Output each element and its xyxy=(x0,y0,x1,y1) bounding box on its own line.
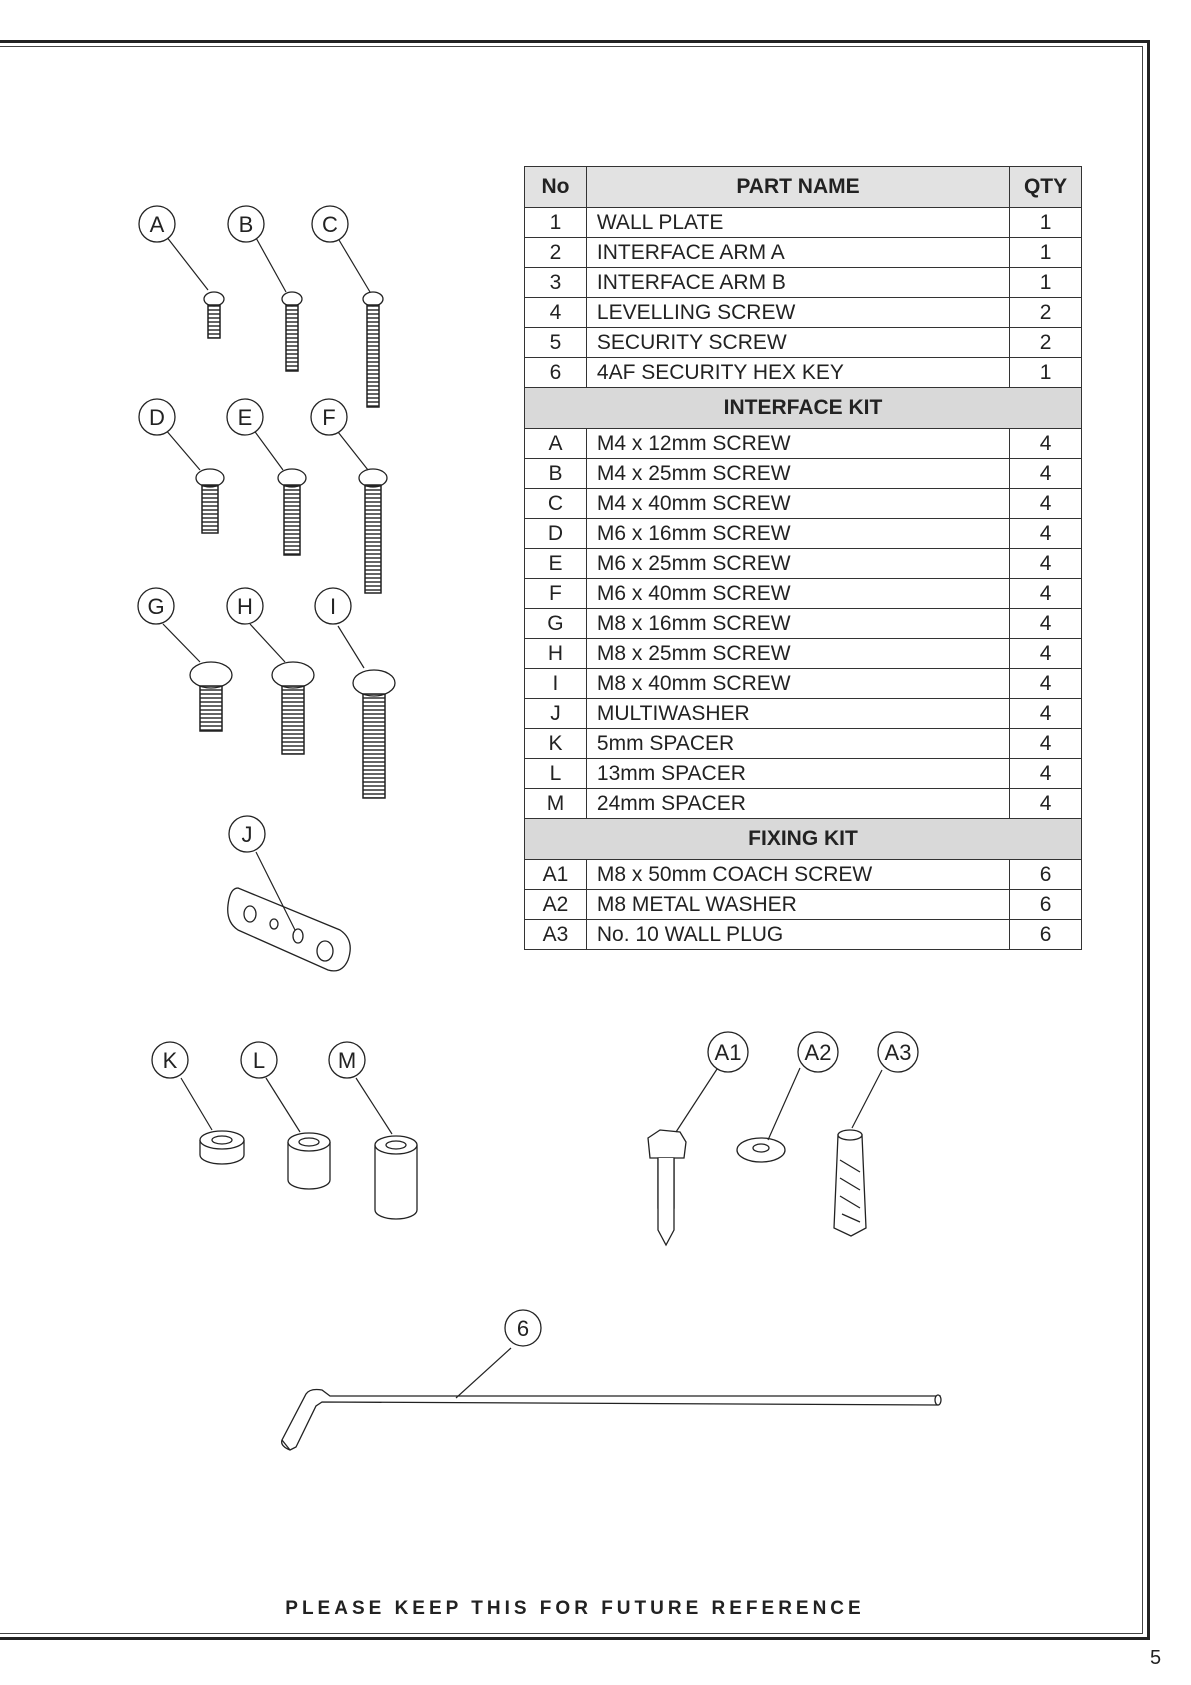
row-name: M6 x 40mm SCREW xyxy=(586,579,1009,609)
callout-e: E xyxy=(237,405,253,430)
row-name: M8 x 16mm SCREW xyxy=(586,609,1009,639)
callout-c: C xyxy=(322,212,338,237)
row-no: B xyxy=(525,459,587,489)
callout-g: G xyxy=(147,594,165,619)
screw-h-icon xyxy=(272,662,314,754)
row-qty: 1 xyxy=(1010,268,1082,298)
callout-h: H xyxy=(237,594,253,619)
header-no: No xyxy=(525,167,587,208)
table-row xyxy=(525,208,1082,238)
wall-plug-icon xyxy=(834,1130,866,1236)
row-no: L xyxy=(525,759,587,789)
table-row xyxy=(525,860,1082,890)
row-no: J xyxy=(525,699,587,729)
row-no: M xyxy=(525,789,587,819)
table-row xyxy=(525,358,1082,388)
table-row xyxy=(525,639,1082,669)
table-row xyxy=(525,759,1082,789)
header-qty: QTY xyxy=(1010,167,1082,208)
callout-a: A xyxy=(149,212,165,237)
row-qty: 4 xyxy=(1010,549,1082,579)
row-qty: 1 xyxy=(1010,208,1082,238)
callout-m: M xyxy=(337,1048,357,1073)
row-qty: 2 xyxy=(1010,298,1082,328)
table-row xyxy=(525,789,1082,819)
row-no: K xyxy=(525,729,587,759)
row-name: M8 METAL WASHER xyxy=(586,890,1009,920)
row-qty: 2 xyxy=(1010,328,1082,358)
callout-a3: A3 xyxy=(884,1040,912,1065)
row-no: H xyxy=(525,639,587,669)
screw-a-icon xyxy=(204,292,224,338)
callout-l: L xyxy=(252,1048,266,1073)
row-no: 1 xyxy=(525,208,587,238)
callout-a2: A2 xyxy=(804,1040,832,1065)
row-no: A2 xyxy=(525,890,587,920)
table-row xyxy=(525,699,1082,729)
footer-note: PLEASE KEEP THIS FOR FUTURE REFERENCE xyxy=(285,1598,865,1619)
row-no: C xyxy=(525,489,587,519)
row-name: SECURITY SCREW xyxy=(586,328,1009,358)
screw-i-icon xyxy=(353,670,395,798)
coach-screw-icon xyxy=(648,1130,686,1245)
callout-d: D xyxy=(149,405,165,430)
row-name: 13mm SPACER xyxy=(586,759,1009,789)
row-no: E xyxy=(525,549,587,579)
table-row xyxy=(525,609,1082,639)
section-row-interface-kit xyxy=(525,388,1082,429)
row-qty: 4 xyxy=(1010,519,1082,549)
section-title-fixing-kit: FIXING KIT xyxy=(525,819,1082,860)
row-name: INTERFACE ARM A xyxy=(586,238,1009,268)
row-qty: 4 xyxy=(1010,459,1082,489)
page-number: 5 xyxy=(1150,1647,1162,1669)
row-qty: 6 xyxy=(1010,860,1082,890)
row-name: M6 x 16mm SCREW xyxy=(586,519,1009,549)
callout-6: 6 xyxy=(516,1316,530,1341)
row-qty: 4 xyxy=(1010,729,1082,759)
screw-c-icon xyxy=(363,292,383,407)
multiwasher-icon xyxy=(228,888,351,971)
row-qty: 4 xyxy=(1010,429,1082,459)
row-name: No. 10 WALL PLUG xyxy=(586,920,1009,950)
row-qty: 4 xyxy=(1010,579,1082,609)
row-no: F xyxy=(525,579,587,609)
row-name: 5mm SPACER xyxy=(586,729,1009,759)
row-qty: 4 xyxy=(1010,699,1082,729)
screw-e-icon xyxy=(278,469,306,555)
table-row xyxy=(525,890,1082,920)
row-qty: 4 xyxy=(1010,639,1082,669)
row-no: A1 xyxy=(525,860,587,890)
row-name: M4 x 12mm SCREW xyxy=(586,429,1009,459)
hex-key-icon xyxy=(282,1390,941,1451)
table-row xyxy=(525,489,1082,519)
table-row xyxy=(525,328,1082,358)
section-row-fixing-kit xyxy=(525,819,1082,860)
spacer-k-icon xyxy=(200,1131,244,1164)
callout-j: J xyxy=(241,822,253,847)
parts-table xyxy=(524,166,1082,950)
header-part-name: PART NAME xyxy=(586,167,1009,208)
table-row xyxy=(525,920,1082,950)
table-row xyxy=(525,298,1082,328)
row-qty: 4 xyxy=(1010,609,1082,639)
row-no: 2 xyxy=(525,238,587,268)
callout-i: I xyxy=(329,594,337,619)
table-row xyxy=(525,579,1082,609)
row-name: M4 x 25mm SCREW xyxy=(586,459,1009,489)
row-name: INTERFACE ARM B xyxy=(586,268,1009,298)
row-no: 5 xyxy=(525,328,587,358)
row-name: M8 x 25mm SCREW xyxy=(586,639,1009,669)
metal-washer-icon xyxy=(737,1138,785,1162)
table-row xyxy=(525,459,1082,489)
row-qty: 6 xyxy=(1010,920,1082,950)
row-name: M8 x 50mm COACH SCREW xyxy=(586,860,1009,890)
row-name: 24mm SPACER xyxy=(586,789,1009,819)
screw-b-icon xyxy=(282,292,302,371)
row-name: LEVELLING SCREW xyxy=(586,298,1009,328)
callout-k: K xyxy=(162,1048,178,1073)
spacer-m-icon xyxy=(375,1136,417,1219)
row-qty: 4 xyxy=(1010,759,1082,789)
row-qty: 6 xyxy=(1010,890,1082,920)
callout-f: F xyxy=(322,405,336,430)
table-row xyxy=(525,669,1082,699)
row-name: M8 x 40mm SCREW xyxy=(586,669,1009,699)
row-name: 4AF SECURITY HEX KEY xyxy=(586,358,1009,388)
table-row xyxy=(525,268,1082,298)
callout-b: B xyxy=(238,212,254,237)
row-name: M6 x 25mm SCREW xyxy=(586,549,1009,579)
row-qty: 4 xyxy=(1010,669,1082,699)
row-no: 3 xyxy=(525,268,587,298)
screw-f-icon xyxy=(359,469,387,593)
table-row xyxy=(525,549,1082,579)
screw-d-icon xyxy=(196,469,224,533)
row-no: I xyxy=(525,669,587,699)
section-title-interface-kit: INTERFACE KIT xyxy=(525,388,1082,429)
callout-a1: A1 xyxy=(714,1040,742,1065)
row-name: M4 x 40mm SCREW xyxy=(586,489,1009,519)
row-name: WALL PLATE xyxy=(586,208,1009,238)
row-qty: 1 xyxy=(1010,238,1082,268)
row-no: A3 xyxy=(525,920,587,950)
table-row xyxy=(525,519,1082,549)
screw-g-icon xyxy=(190,662,232,731)
row-qty: 4 xyxy=(1010,489,1082,519)
row-no: 4 xyxy=(525,298,587,328)
row-name: MULTIWASHER xyxy=(586,699,1009,729)
row-no: G xyxy=(525,609,587,639)
table-row xyxy=(525,429,1082,459)
row-no: D xyxy=(525,519,587,549)
spacer-l-icon xyxy=(288,1133,330,1189)
row-qty: 1 xyxy=(1010,358,1082,388)
row-qty: 4 xyxy=(1010,789,1082,819)
table-row xyxy=(525,238,1082,268)
row-no: 6 xyxy=(525,358,587,388)
table-row xyxy=(525,729,1082,759)
row-no: A xyxy=(525,429,587,459)
table-header-row xyxy=(525,167,1082,208)
